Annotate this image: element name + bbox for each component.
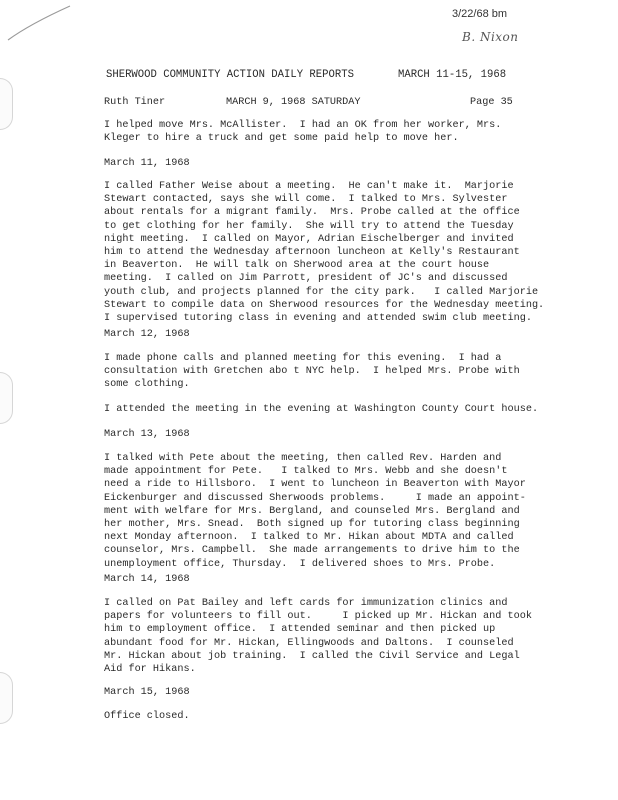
entry-date-heading: March 13, 1968 xyxy=(104,429,190,440)
pen-stroke-mark xyxy=(0,0,80,60)
entry-paragraph: I made phone calls and planned meeting for this evening. I had a consultation with Gretchen abo t NYC help. I helped Mrs. Probe with some clothing. xyxy=(104,353,520,391)
received-date-stamp: 3/22/68 bm xyxy=(452,8,508,20)
report-day: MARCH 9, 1968 SATURDAY xyxy=(226,97,361,108)
author-name: Ruth Tiner xyxy=(104,97,166,108)
entry-paragraph: I attended the meeting in the evening at Washington County Court house. xyxy=(104,404,539,415)
signature: B. Nixon xyxy=(462,30,519,44)
entry-date-heading: March 15, 1968 xyxy=(104,687,190,698)
entry-paragraph: I helped move Mrs. McAllister. I had an OK from her worker, Mrs. Kleger to hire a truck and get some paid help to move her. xyxy=(104,120,502,145)
punch-hole-top xyxy=(0,78,13,130)
punch-hole-bottom xyxy=(0,672,13,724)
entry-paragraph: I called Father Weise about a meeting. He can't make it. Marjorie Stewart contacted, says she will come. I talked to Mrs. Sylvester about rentals for a migrant family. Mrs. Probe called at the office to get clothing for her family. She will try to attend the Tuesday night meeting. I called on Mayor, Adrian Eischelberger and invited him to attend the Wednesday afternoon luncheon at Kelly's Restaurant in Beaverton. He will talk on Sherwood area at the court house meeting. I called on Jim Parrott, president of JC's and discussed youth club, and projects planned for the city park. I called Marjorie Stewart to compile data on Sherwood resources for the Wednesday meeting. I supervised tutoring class in evening and attended swim club meeting. xyxy=(104,181,545,325)
entry-date-heading: March 14, 1968 xyxy=(104,574,190,585)
entry-paragraph: I talked with Pete about the meeting, then called Rev. Harden and made appointment for Pete. I talked to Mrs. Webb and she doesn't need a ride to Hillsboro. I went to luncheon in Beaverton with Mayor Eickenburger and discussed Sherwoods problems. I made an appoint- ment with welfare for Mrs. Bergland, and counseled Mrs. Bergland and her mother, Mrs. Snead. Both signed up for tutoring class beginning next Monday afternoon. I talked to Mr. Hikan about MDTA and called counselor, Mrs. Campbell. She made arrangements to drive him to the unemployment office, Thursday. I delivered shoes to Mrs. Probe. xyxy=(104,453,526,570)
report-period: MARCH 11-15, 1968 xyxy=(398,69,507,81)
entry-date-heading: March 12, 1968 xyxy=(104,329,190,340)
punch-hole-middle xyxy=(0,372,13,424)
entry-paragraph: Office closed. xyxy=(104,711,190,722)
report-title: SHERWOOD COMMUNITY ACTION DAILY REPORTS xyxy=(106,69,354,81)
entry-date-heading: March 11, 1968 xyxy=(104,158,190,169)
entry-paragraph: I called on Pat Bailey and left cards for immunization clinics and papers for volunteers to fill out. I picked up Mr. Hickan and took him to employment office. I attended seminar and then picked up abundant food for Mr. Hickan, Ellingwoods and Daltons. I counseled Mr. Hickan about job training. I called the Civil Service and Legal Aid for Hikans. xyxy=(104,598,532,676)
page-number: Page 35 xyxy=(470,97,513,108)
